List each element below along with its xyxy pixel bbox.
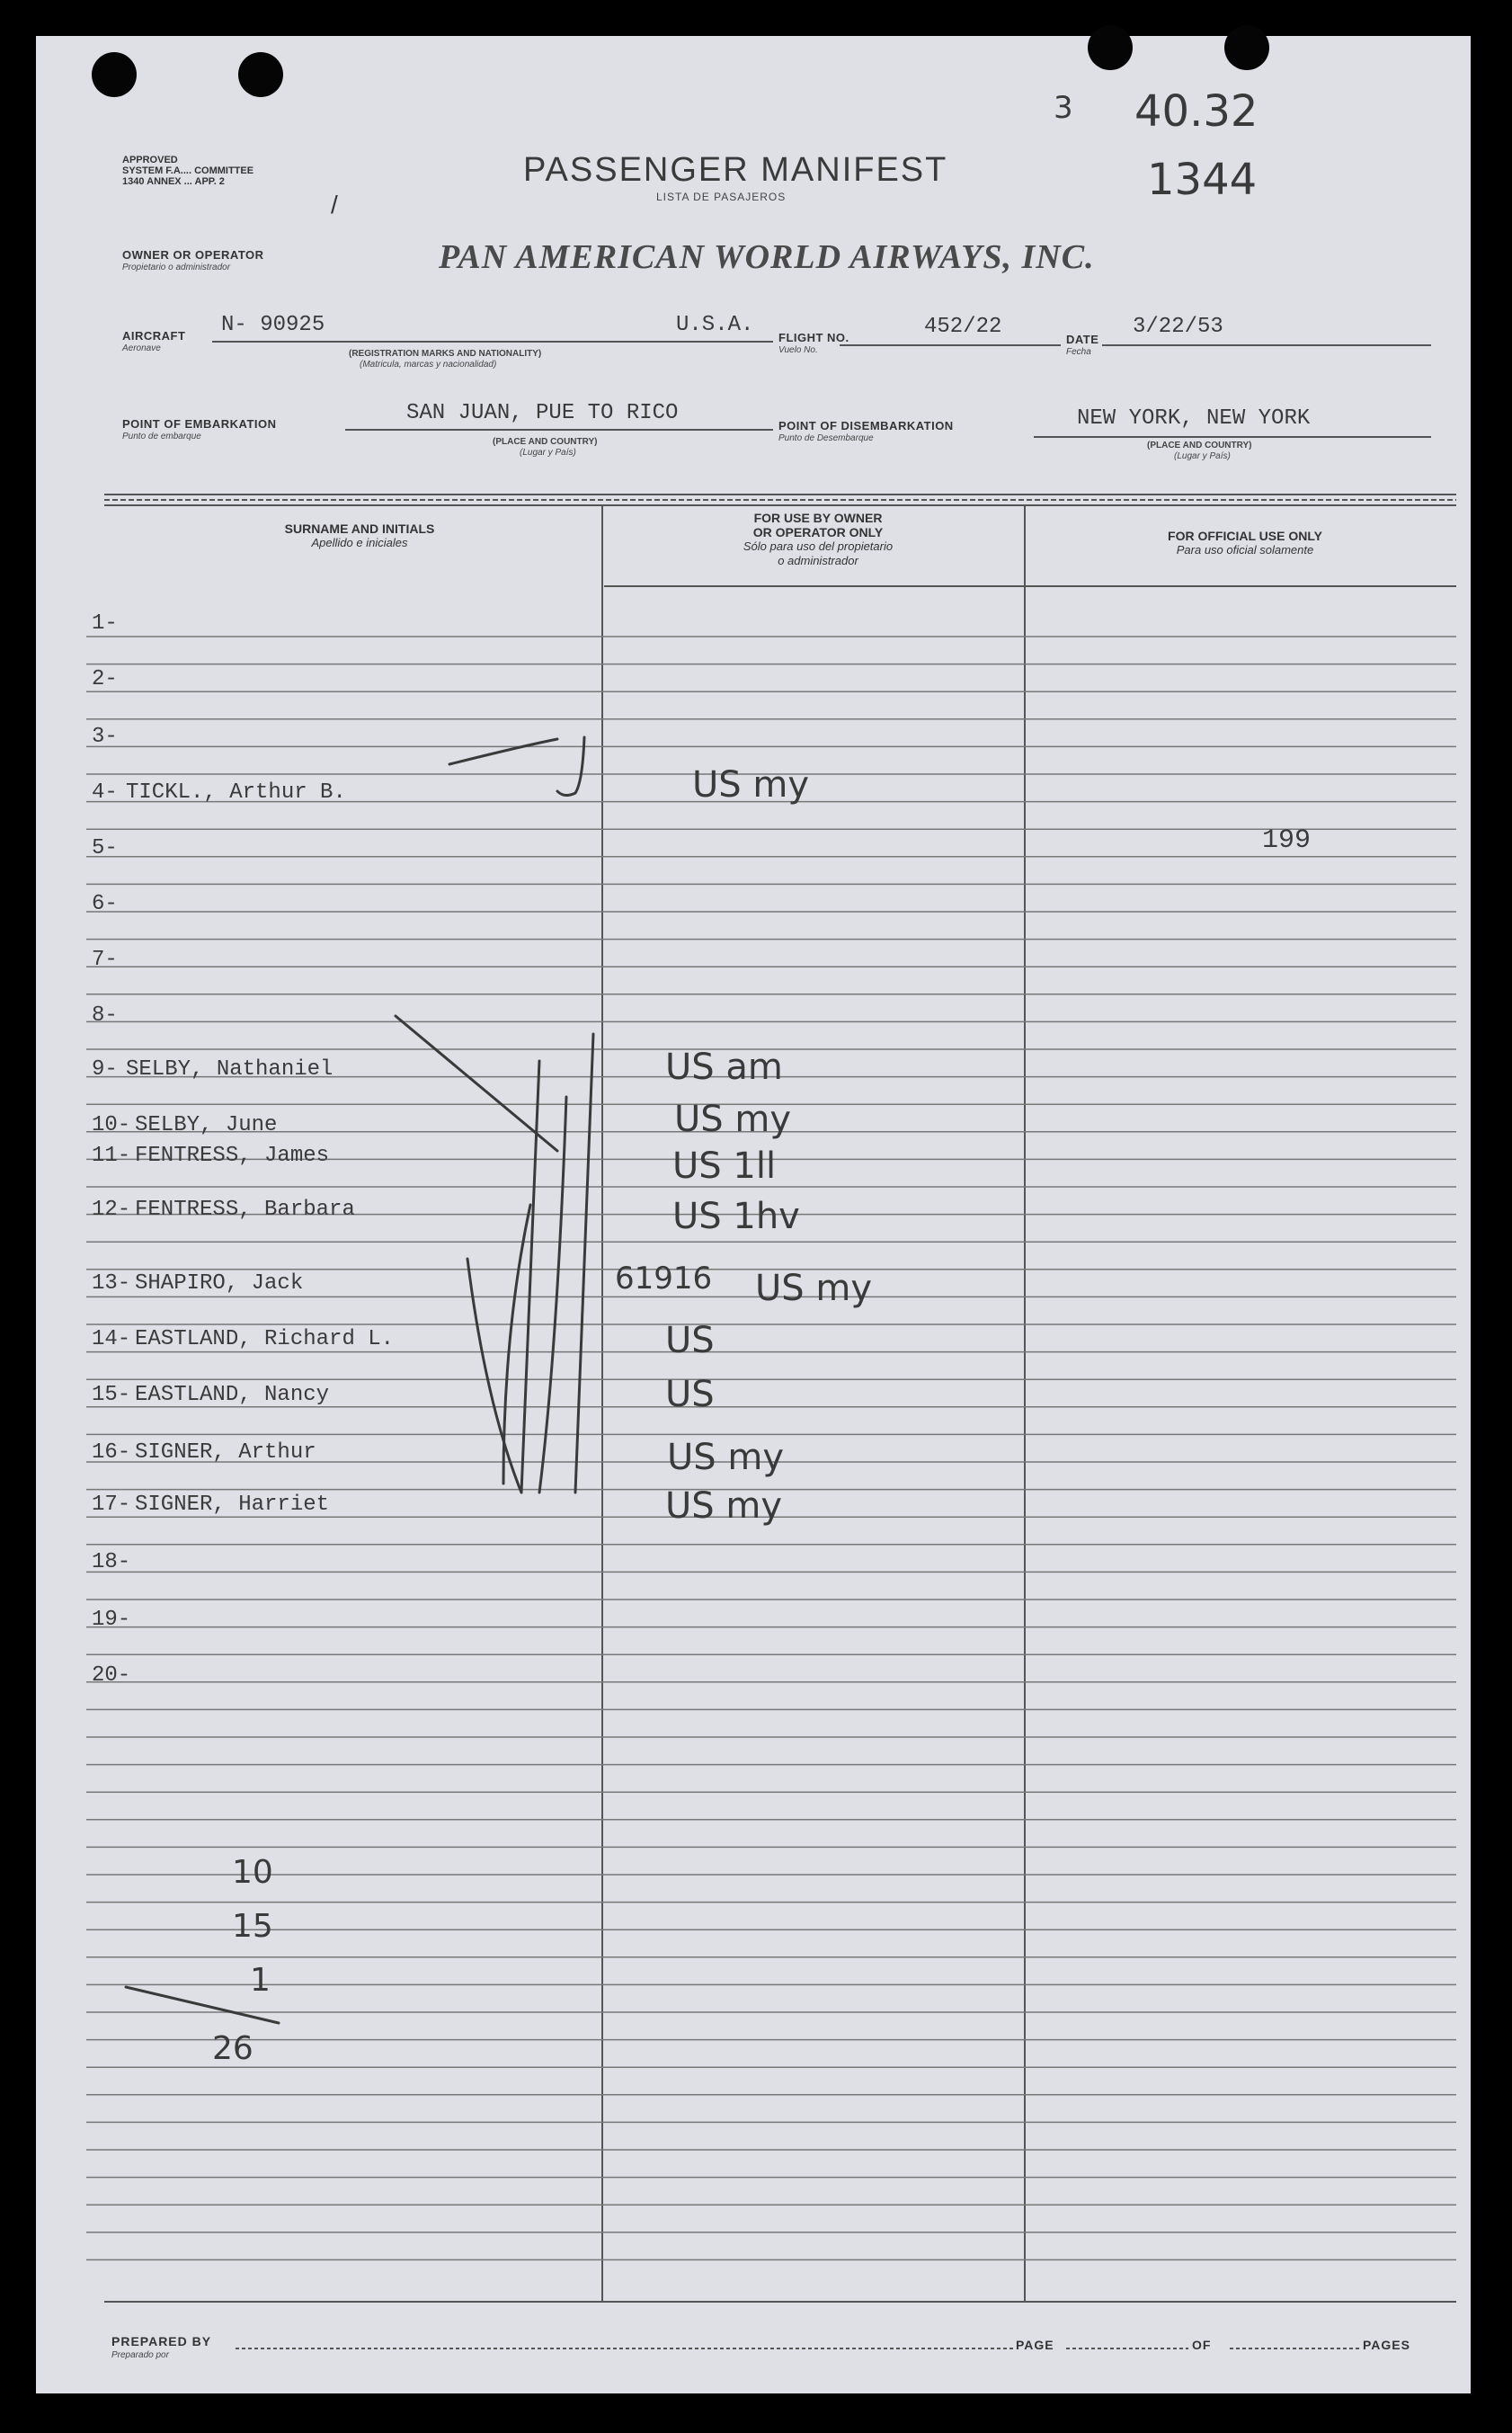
- page-subtitle: LISTA DE PASAJEROS: [656, 191, 787, 203]
- owner-use-mark: US my: [674, 1099, 792, 1140]
- owner-use-mark: US my: [692, 764, 810, 806]
- registration-caption-es: (Matricula, marcas y nacionalidad): [360, 360, 497, 370]
- row-number: 13-: [92, 1271, 131, 1296]
- tally-line-2: 15: [232, 1908, 273, 1945]
- passenger-name: EASTLAND, Richard L.: [135, 1327, 395, 1351]
- row-number: 2-: [92, 667, 118, 691]
- owner-use-mark: US my: [667, 1437, 785, 1478]
- pages-label: PAGES: [1363, 2338, 1410, 2352]
- aircraft-registration: N- 90925: [221, 313, 325, 337]
- owner-use-mark: US my: [665, 1485, 783, 1527]
- date-label: DATE: [1066, 333, 1099, 346]
- row-number: 15-: [92, 1383, 131, 1407]
- disembark-caption: (PLACE AND COUNTRY): [1147, 441, 1252, 450]
- passenger-name: SIGNER, Arthur: [135, 1440, 316, 1465]
- aircraft-label: AIRCRAFT: [122, 329, 186, 343]
- tally-line-4: 26: [212, 2030, 253, 2067]
- column-header-surname: [180, 521, 539, 550]
- passenger-name: SHAPIRO, Jack: [135, 1271, 304, 1296]
- row-number: 8-: [92, 1003, 118, 1028]
- date-label-es: Fecha: [1066, 347, 1091, 357]
- approved-line-3: 1340 ANNEX ... APP. 2: [122, 176, 225, 187]
- owner-use-es-2: o administrador: [778, 554, 858, 567]
- tally-line-1: 10: [232, 1854, 273, 1891]
- row-number: 5-: [92, 836, 118, 860]
- owner-label-es: Propietario o administrador: [122, 263, 231, 272]
- embark-value: SAN JUAN, PUE TO RICO: [406, 401, 679, 425]
- row-number: 10-: [92, 1113, 131, 1137]
- row-number: 3-: [92, 725, 118, 749]
- prepared-by-label-es: Preparado por: [111, 2350, 169, 2360]
- row-number: 7-: [92, 948, 118, 972]
- approved-line-2: SYSTEM F.A.... COMMITTEE: [122, 165, 254, 176]
- column-header-surname-en: SURNAME AND INITIALS: [284, 521, 435, 536]
- page-title: PASSENGER MANIFEST: [523, 151, 948, 189]
- flight-label: FLIGHT NO.: [778, 331, 849, 344]
- row-number: 9-: [92, 1057, 118, 1082]
- handwritten-ref-a: 40.32: [1134, 86, 1259, 137]
- passenger-name: FENTRESS, James: [135, 1144, 330, 1168]
- disembark-label-es: Punto de Desembarque: [778, 433, 874, 443]
- passenger-name: EASTLAND, Nancy: [135, 1383, 330, 1407]
- passenger-name: SELBY, Nathaniel: [126, 1057, 334, 1082]
- approved-line-1: APPROVED: [122, 155, 178, 165]
- column-header-surname-es: Apellido e iniciales: [311, 536, 408, 549]
- embark-caption: (PLACE AND COUNTRY): [493, 437, 598, 447]
- page-label: PAGE: [1016, 2338, 1054, 2352]
- handwritten-code: 61916: [615, 1261, 713, 1297]
- passenger-name: FENTRESS, Barbara: [135, 1198, 355, 1222]
- owner-use-mark: US am: [665, 1047, 783, 1088]
- disembark-caption-es: (Lugar y País): [1174, 451, 1231, 461]
- column-header-official: [1061, 529, 1429, 557]
- owner-use-mark: US 1ll: [672, 1145, 777, 1187]
- official-number: 199: [1262, 825, 1312, 856]
- flight-label-es: Vuelo No.: [778, 345, 818, 355]
- aircraft-nationality: U.S.A.: [676, 313, 754, 337]
- aircraft-label-es: Aeronave: [122, 343, 161, 353]
- owner-label: OWNER OR OPERATOR: [122, 248, 264, 262]
- row-number: 11-: [92, 1144, 131, 1168]
- owner-use-mark: US: [665, 1374, 715, 1415]
- handwritten-ref-3: 3: [1054, 90, 1073, 126]
- owner-use-mark: US: [665, 1320, 715, 1361]
- column-header-owner-use: [629, 511, 1007, 568]
- embark-caption-es: (Lugar y País): [520, 448, 576, 458]
- row-number: 19-: [92, 1608, 131, 1632]
- owner-use-mark: US my: [755, 1268, 873, 1309]
- registration-caption: (REGISTRATION MARKS AND NATIONALITY): [349, 349, 542, 359]
- owner-use-line-2: OR OPERATOR ONLY: [752, 525, 884, 539]
- handwritten-ref-b: 1344: [1147, 155, 1258, 205]
- company-name: PAN AMERICAN WORLD AIRWAYS, INC.: [439, 238, 1095, 276]
- passenger-name: SIGNER, Harriet: [135, 1493, 330, 1517]
- row-number: 4-: [92, 780, 118, 805]
- prepared-by-label: PREPARED BY: [111, 2334, 212, 2348]
- row-number: 12-: [92, 1198, 131, 1222]
- owner-use-es-1: Sólo para uso del propietario: [743, 539, 894, 553]
- flight-number: 452/22: [924, 315, 1002, 339]
- row-number: 18-: [92, 1550, 131, 1574]
- row-number: 14-: [92, 1327, 131, 1351]
- passenger-name: SELBY, June: [135, 1113, 278, 1137]
- owner-use-mark: US 1hv: [672, 1196, 800, 1237]
- row-number: 17-: [92, 1493, 131, 1517]
- row-number: 1-: [92, 611, 118, 636]
- column-header-official-es: Para uso oficial solamente: [1176, 543, 1314, 557]
- owner-use-line-1: FOR USE BY OWNER: [753, 511, 883, 525]
- check-mark: /: [331, 191, 338, 218]
- tally-line-3: 1: [250, 1962, 271, 1999]
- disembark-value: NEW YORK, NEW YORK: [1077, 406, 1311, 431]
- of-label: OF: [1192, 2338, 1212, 2352]
- embark-label: POINT OF EMBARKATION: [122, 417, 277, 431]
- row-number: 6-: [92, 892, 118, 916]
- flight-date: 3/22/53: [1133, 315, 1223, 339]
- embark-label-es: Punto de embarque: [122, 432, 201, 441]
- row-number: 20-: [92, 1663, 131, 1688]
- passenger-name: TICKL., Arthur B.: [126, 780, 346, 805]
- disembark-label: POINT OF DISEMBARKATION: [778, 419, 954, 432]
- row-number: 16-: [92, 1440, 131, 1465]
- column-header-official-en: FOR OFFICIAL USE ONLY: [1168, 529, 1322, 543]
